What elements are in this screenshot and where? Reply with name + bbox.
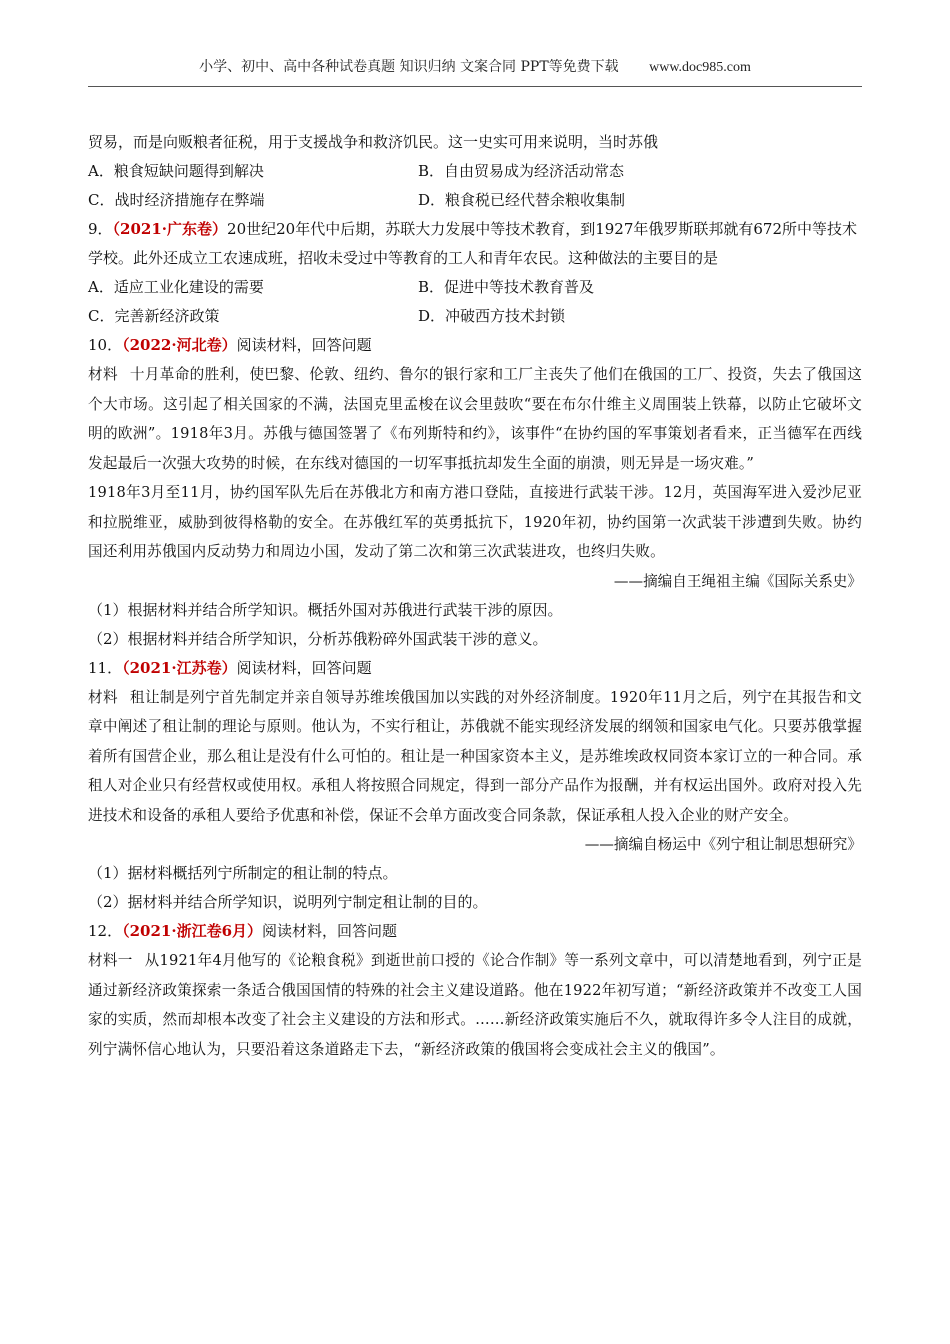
q9-source-tag: （2021·广东卷） xyxy=(112,220,228,238)
header-divider xyxy=(88,86,862,87)
q8-options-row-2 xyxy=(88,186,862,215)
q10-subquestion-2: （2）根据材料并结合所学知识，分析苏俄粉碎外国武装干涉的意义。 xyxy=(88,629,548,648)
header-text: 小学、初中、高中各种试卷真题 知识归纳 文案合同 PPT等免费下载 xyxy=(199,59,619,75)
q10-citation: ——摘编自王绳祖主编《国际关系史》 xyxy=(613,572,862,590)
q11-stem: 11．（2021·江苏卷）阅读材料，回答问题 xyxy=(88,658,372,677)
q8-options-row-1 xyxy=(88,157,862,186)
q11-subquestion-1: （1）据材料概括列宁所制定的租让制的特点。 xyxy=(88,864,398,882)
q9-option-b: B．促进中等技术教育普及 xyxy=(418,278,595,296)
q10-material-2: 1918年3月至11月，协约国军队先后在苏俄北方和南方港口登陆，直接进行武装干涉。12月，英国海军进入爱沙尼亚和拉脱维亚，威胁到彼得格勒的安全。在苏俄红军的英勇抵抗下，1920年初，协约国第一次武装干涉遭到失败。协约国还利用苏俄国内反动势力和周边小国，发动了第二次和第三次武装进攻，也终归失败。 xyxy=(88,484,862,560)
q10-source-tag: （2022·河北卷） xyxy=(122,336,237,354)
q12-source-tag: （2021·浙江卷6月） xyxy=(122,922,263,940)
q11-source-tag: （2021·江苏卷） xyxy=(122,658,237,677)
q11-material: 材料 租让制是列宁首先制定并亲自领导苏维埃俄国加以实践的对外经济制度。1920年11月之后，列宁在其报告和文章中阐述了租让制的理论与原则。他认为，不实行租让，苏俄就不能实现经济发展的纲领和国家电气化。只要苏俄掌握着所有国营企业，那么租让是没有什么可怕的。租让是一种国家资本主义，是苏维埃政权同资本家订立的一种合同。承租人对企业只有经营权或使用权。承租人将按照合同规定，得到一部分产品作为报酬，并有权运出国外。政府对投入先进技术和设备的承租人要给予优惠和补偿，保证不会单方面改变合同条款，保证承租人投入企业的财产安全。 xyxy=(88,688,862,824)
q10-material-1: 材料 十月革命的胜利，使巴黎、伦敦、纽约、鲁尔的银行家和工厂主丧失了他们在俄国的工厂、投资，失去了俄国这个大市场。这引起了相关国家的不满，法国克里孟梭在议会里鼓吹“要在布尔什维主义周围装上铁幕，以防止它破坏文明的欧洲”。1918年3月。苏俄与德国签署了《布列斯特和约》，该事件“在协约国的军事策划者看来，正当德军在西线发起最后一次强大攻势的时候，在东线对德国的一切军事抵抗却发生全面的崩溃，则无异是一场灾难。” xyxy=(88,366,862,472)
q8-option-d: D．粮食税已经代替余粮收集制 xyxy=(418,191,626,209)
question-content xyxy=(88,128,862,1064)
q9-text: 20世纪20年代中后期，苏联大力发展中等技术教育，到1927年俄罗斯联邦就有672所中等技术学校。此外还成立工农速成班，招收未受过中等教育的工人和青年农民。这种做法的主要目的是 xyxy=(88,220,858,267)
q9-option-c: C．完善新经济政策 xyxy=(88,307,220,325)
q8-option-c: C．战时经济措施存在弊端 xyxy=(88,191,265,209)
q12-material-1: 材料一 从1921年4月他写的《论粮食税》到逝世前口授的《论合作制》等一系列文章中，可以清楚地看到，列宁正是通过新经济政策探索一条适合俄国国情的特殊的社会主义建设道路。他在1922年初写道；“新经济政策并不改变工人国家的实质，然而却根本改变了社会主义建设的方法和形式。……新经济政策实施后不久，就取得许多令人注目的成就，列宁满怀信心地认为，只要沿着这条道路走下去，“新经济政策的俄国将会变成社会主义的俄国”。 xyxy=(88,952,862,1058)
header-site: www.doc985.com xyxy=(649,60,751,75)
q9-options-row-1 xyxy=(88,273,862,302)
q9-option-a: A．适应工业化建设的需要 xyxy=(88,278,264,296)
q8-stem-tail: 贸易，而是向贩粮者征税，用于支援战争和救济饥民。这一史实可用来说明，当时苏俄 xyxy=(88,133,659,151)
q11-subquestion-2: （2）据材料并结合所学知识，说明列宁制定租让制的目的。 xyxy=(88,893,488,911)
q12-stem: 12．（2021·浙江卷6月）阅读材料，回答问题 xyxy=(88,922,398,940)
q8-option-b: B．自由贸易成为经济活动常态 xyxy=(418,162,625,180)
q9-options-row-2 xyxy=(88,302,862,331)
q8-option-a: A．粮食短缺问题得到解决 xyxy=(88,162,264,180)
q9-number: 9． xyxy=(88,220,113,238)
q9-stem xyxy=(88,215,862,273)
page-header xyxy=(0,56,950,76)
q11-citation: ——摘编自杨运中《列宁租让制思想研究》 xyxy=(584,836,862,853)
q9-option-d: D．冲破西方技术封锁 xyxy=(418,307,566,325)
q10-subquestion-1: （1）根据材料并结合所学知识。概括外国对苏俄进行武装干涉的原因。 xyxy=(88,600,563,619)
q10-stem: 10．（2022·河北卷）阅读材料，回答问题 xyxy=(88,336,372,354)
